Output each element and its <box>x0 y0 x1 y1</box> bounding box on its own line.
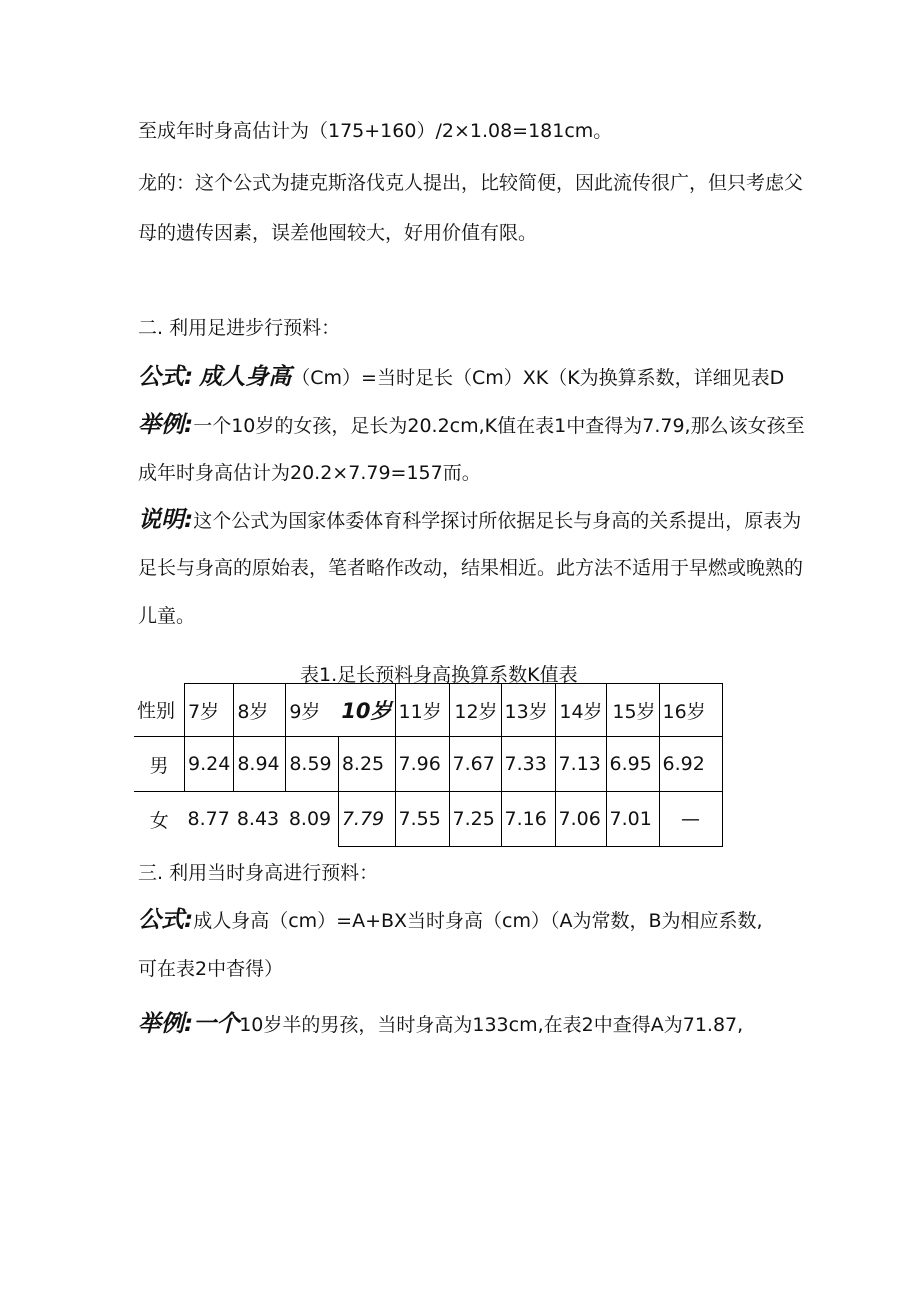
paragraph-comment-line1: 龙的：这个公式为捷克斯洛伐克人提出，比较简便，因此流传很广，但只考虑父 <box>138 172 804 194</box>
row-label-female: 女 <box>134 792 185 847</box>
age-header: 9岁 <box>286 684 339 737</box>
table-cell: 9.24 <box>185 737 234 792</box>
table-1-k-values <box>134 683 723 847</box>
table-cell: 7.96 <box>395 737 449 792</box>
section-2-formula <box>138 364 784 391</box>
table-cell: 7.16 <box>501 792 555 847</box>
section-3-formula-line1 <box>138 907 763 934</box>
example-text: 10岁半的男孩，当时身高为133cm,在表2中查得A为71.87, <box>239 1014 744 1036</box>
formula-label: 公式: <box>138 907 194 933</box>
section-3-formula-line2: 可在表2中杳得） <box>138 958 284 980</box>
age-header: 10岁 <box>338 684 395 737</box>
paragraph-height-result: 至成年时身高估计为（175+160）/2×1.08=181cm。 <box>138 120 613 142</box>
table-row-male <box>134 737 722 792</box>
table-cell: 7.55 <box>395 792 449 847</box>
age-header: 13岁 <box>501 684 555 737</box>
age-header: 8岁 <box>234 684 286 737</box>
example-label: 举例:一个 <box>138 1011 240 1037</box>
row-label-male: 男 <box>134 737 185 792</box>
table-cell: 6.95 <box>606 737 659 792</box>
age-header: 7岁 <box>185 684 234 737</box>
section-2-example-line2: 成年时身高估计为20.2×7.79=157而。 <box>138 462 481 484</box>
table-cell: 7.79 <box>338 792 395 847</box>
section-2-example-line1 <box>138 412 805 439</box>
table-cell: 7.33 <box>501 737 555 792</box>
table-cell: 7.06 <box>555 792 606 847</box>
table-header-row <box>134 684 722 737</box>
section-2-note-line2: 足长与身高的原始表，笔者略作改动，结果相近。此方法不适用于早燃或晚熟的 <box>138 557 804 579</box>
table-corner-label: 性别 <box>137 700 176 723</box>
example-text: 一个10岁的女孩，足长为20.2cm,K值在表1中查得为7.79,那么该女孩至 <box>193 415 805 437</box>
table-1-caption: 表1.足长预料身高换算系数K值表 <box>300 664 578 686</box>
table-cell: 7.01 <box>606 792 659 847</box>
section-3-heading: 三. 利用当时身高进行预料： <box>138 862 379 884</box>
table-cell: 6.92 <box>659 737 722 792</box>
table-cell: 8.59 <box>286 737 339 792</box>
section-2-heading: 二. 利用足进步行预料： <box>138 317 341 339</box>
example-label: 举例: <box>138 412 194 438</box>
section-2-note-line3: 儿童。 <box>138 605 196 627</box>
table-row-female <box>134 792 722 847</box>
formula-head: 成人身高 <box>199 364 292 390</box>
section-3-example <box>138 1011 743 1038</box>
formula-label: 公式: <box>138 364 194 390</box>
table-cell: 8.09 <box>286 792 339 847</box>
formula-text: 成人身高（cm）=A+BX当时身高（cm）（A为常数，B为相应系数, <box>193 910 763 932</box>
note-text: 这个公式为国家体委体育科学探讨所依据足长与身高的关系提出，原表为 <box>193 510 802 532</box>
note-label: 说明: <box>138 507 194 533</box>
table-cell: 7.13 <box>555 737 606 792</box>
age-header: 14岁 <box>555 684 606 737</box>
age-header: 15岁 <box>606 684 659 737</box>
table-cell: 8.43 <box>234 792 286 847</box>
age-header: 12岁 <box>449 684 501 737</box>
section-2-note-line1 <box>138 507 801 534</box>
table-cell: 7.25 <box>449 792 501 847</box>
table-cell: 7.67 <box>449 737 501 792</box>
table-cell: 8.25 <box>338 737 395 792</box>
table-cell: 8.77 <box>185 792 234 847</box>
age-header: 11岁 <box>395 684 449 737</box>
paragraph-comment-line2: 母的遗传因素，误差他囤较大，好用价值有限。 <box>138 222 538 244</box>
age-header: 16岁 <box>659 684 722 737</box>
formula-text: （Cm）=当时足长（Cm）XK（K为换算系数，详细见表D <box>291 367 785 389</box>
table-cell: — <box>659 792 722 847</box>
table-cell: 8.94 <box>234 737 286 792</box>
